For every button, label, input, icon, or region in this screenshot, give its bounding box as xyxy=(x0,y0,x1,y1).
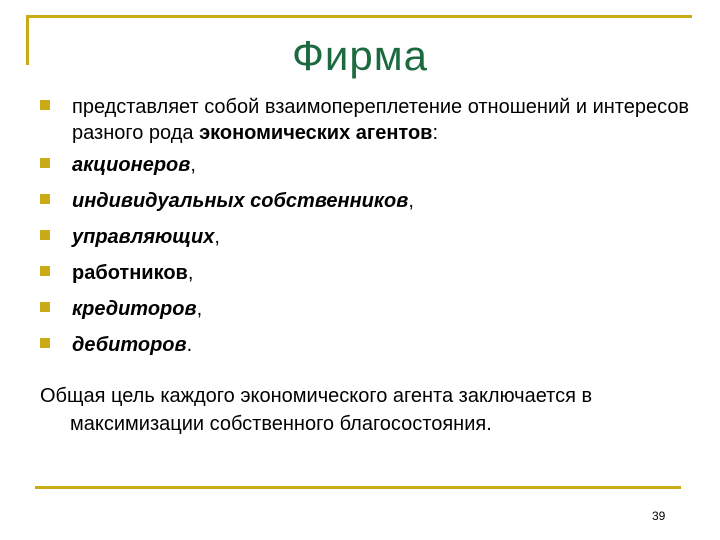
slide-content xyxy=(40,94,700,458)
square-bullet-icon xyxy=(40,158,50,168)
agent-bullet-managers xyxy=(40,224,700,250)
square-bullet-icon xyxy=(40,266,50,276)
agent-bullet-creditors xyxy=(40,296,700,322)
agent-punct: , xyxy=(187,262,194,284)
agent-label: дебиторов xyxy=(72,334,187,356)
top-frame-line xyxy=(26,15,692,18)
agent-label: работников xyxy=(72,262,188,284)
agent-punct: , xyxy=(190,154,196,176)
agent-label: управляющих xyxy=(72,226,215,248)
page-number: 39 xyxy=(652,509,666,523)
conclusion-paragraph: Общая цель каждого экономического агента заключается в максимизации собственного благосостояния. xyxy=(40,385,593,435)
intro-bold-term: экономических агентов xyxy=(199,122,433,144)
agent-label: индивидуальных собственников xyxy=(72,190,409,212)
intro-suffix: : xyxy=(432,122,439,144)
agent-punct: , xyxy=(196,298,203,320)
agent-bullet-shareholders xyxy=(40,152,700,178)
agent-punct: . xyxy=(186,334,193,356)
square-bullet-icon xyxy=(40,302,50,312)
square-bullet-icon xyxy=(40,100,50,110)
agent-bullet-debtors xyxy=(40,332,700,358)
agent-bullet-workers xyxy=(40,260,700,286)
square-bullet-icon xyxy=(40,230,50,240)
bottom-rule xyxy=(35,486,681,489)
agent-label: акционеров xyxy=(72,154,191,176)
slide-title: Фирма xyxy=(292,32,428,79)
intro-text: представляет собой взаимопереплетение отношений и интересов разного рода xyxy=(72,96,690,144)
bullet-list xyxy=(40,94,700,358)
intro-bullet xyxy=(40,94,700,146)
square-bullet-icon xyxy=(40,194,50,204)
agent-punct: , xyxy=(214,226,220,248)
agent-bullet-owners xyxy=(40,188,700,214)
agent-punct: , xyxy=(408,190,414,212)
agent-label: кредиторов xyxy=(72,298,197,320)
square-bullet-icon xyxy=(40,338,50,348)
